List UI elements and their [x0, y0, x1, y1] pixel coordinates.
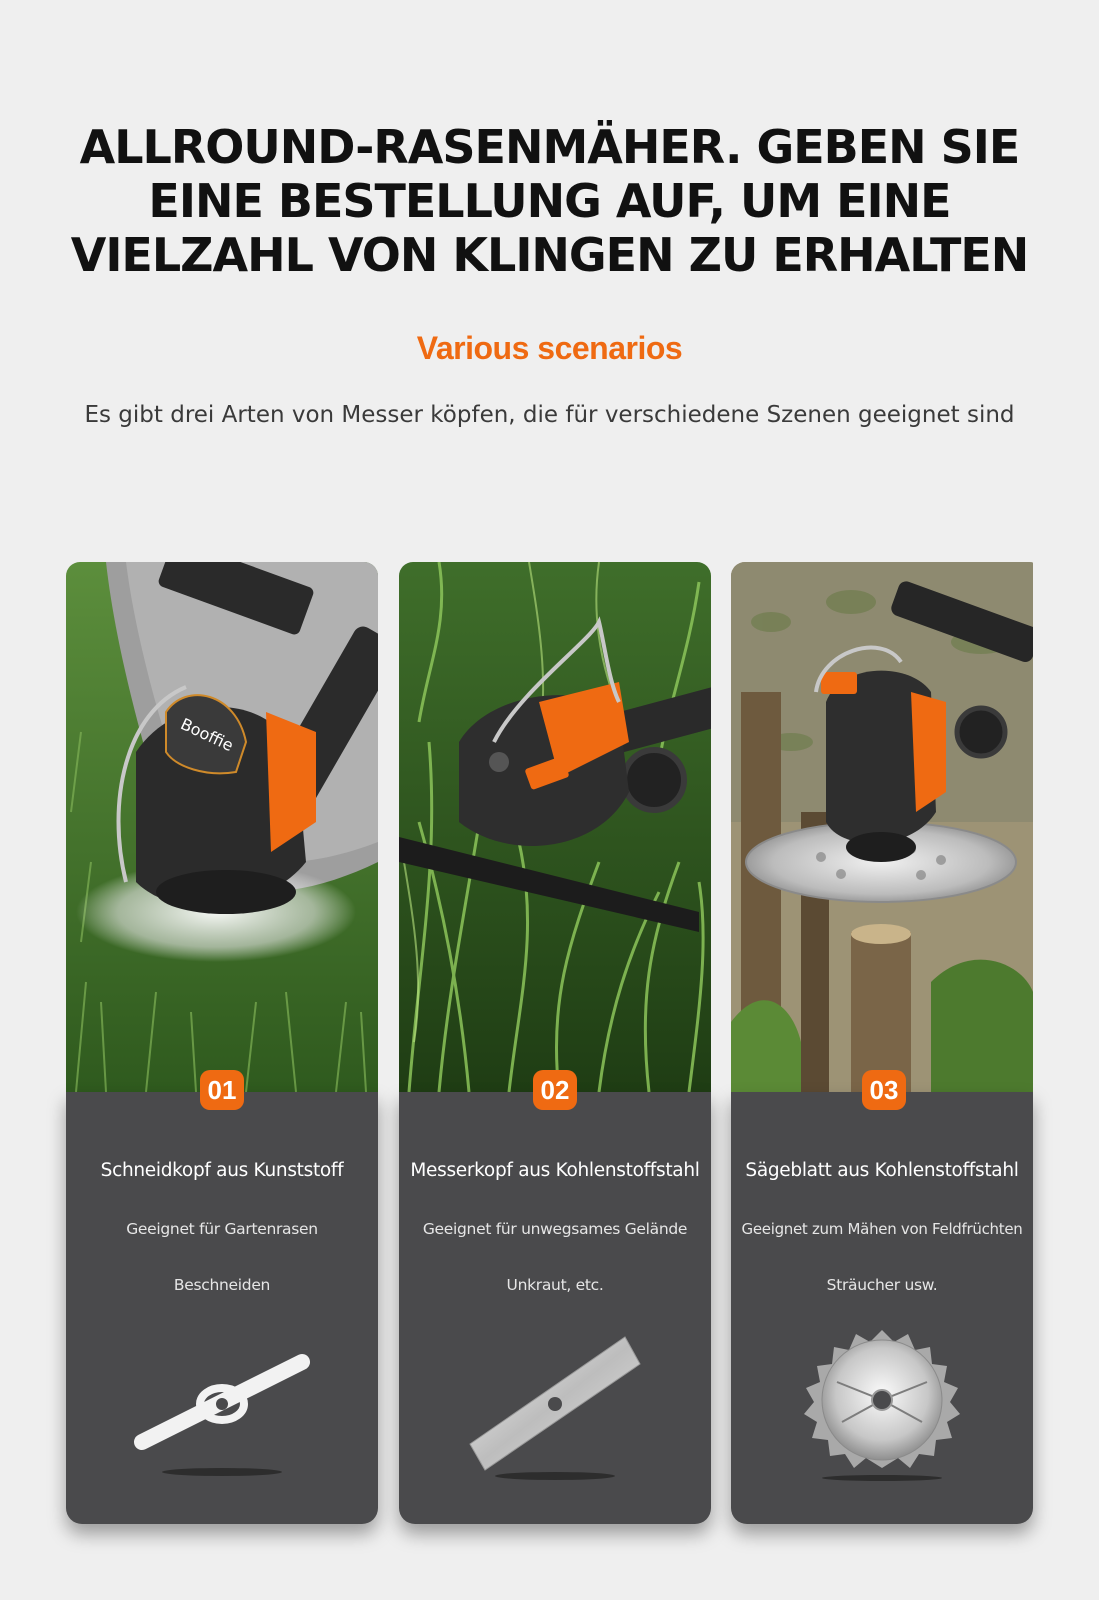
headline-line-3: VIELZAHL VON KLINGEN ZU ERHALTEN	[70, 228, 1029, 282]
card-3-line-2: Sträucher usw.	[826, 1276, 938, 1294]
trimmer-on-lawn-photo	[66, 562, 378, 1092]
subtitle: Various scenarios	[416, 330, 683, 366]
card-1	[66, 1092, 378, 1524]
card-2	[399, 1092, 711, 1524]
card-1-title: Schneidkopf aus Kunststoff	[100, 1160, 344, 1181]
card-2-line-2: Unkraut, etc.	[506, 1276, 604, 1294]
headline-line-1: ALLROUND-RASENMÄHER. GEBEN SIE	[79, 120, 1020, 174]
trimmer-in-tall-grass-photo	[399, 562, 711, 1092]
description: Es gibt drei Arten von Messer köpfen, die für verschiedene Szenen geeignet sind	[84, 402, 1015, 428]
card-2-line-1: Geeignet für unwegsames Gelände	[422, 1220, 688, 1238]
card-1-line-2: Beschneiden	[173, 1276, 271, 1294]
card-2-title: Messerkopf aus Kohlenstoffstahl	[410, 1160, 700, 1181]
plastic-cutting-head-icon	[122, 1322, 322, 1482]
card-1-number-badge: 01	[200, 1070, 244, 1110]
card-3-line-1: Geeignet zum Mähen von Feldfrüchten	[741, 1220, 1023, 1238]
saw-blade-icon	[782, 1322, 982, 1482]
card-3-photo	[731, 562, 1043, 1092]
trimmer-cutting-shrubs-photo	[731, 562, 1033, 1092]
card-2-number-badge: 02	[533, 1070, 577, 1110]
card-3-title: Sägeblatt aus Kohlenstoffstahl	[745, 1160, 1019, 1181]
card-3-number-badge: 03	[862, 1070, 906, 1110]
steel-blade-icon	[455, 1322, 655, 1482]
card-2-photo	[399, 562, 711, 1092]
headline	[0, 120, 1099, 282]
brand-logo: Booffie	[177, 714, 237, 756]
card-3	[731, 1092, 1033, 1524]
headline-line-2: EINE BESTELLUNG AUF, UM EINE	[148, 174, 951, 228]
card-1-photo	[66, 562, 378, 1092]
card-1-line-1: Geeignet für Gartenrasen	[126, 1220, 318, 1238]
